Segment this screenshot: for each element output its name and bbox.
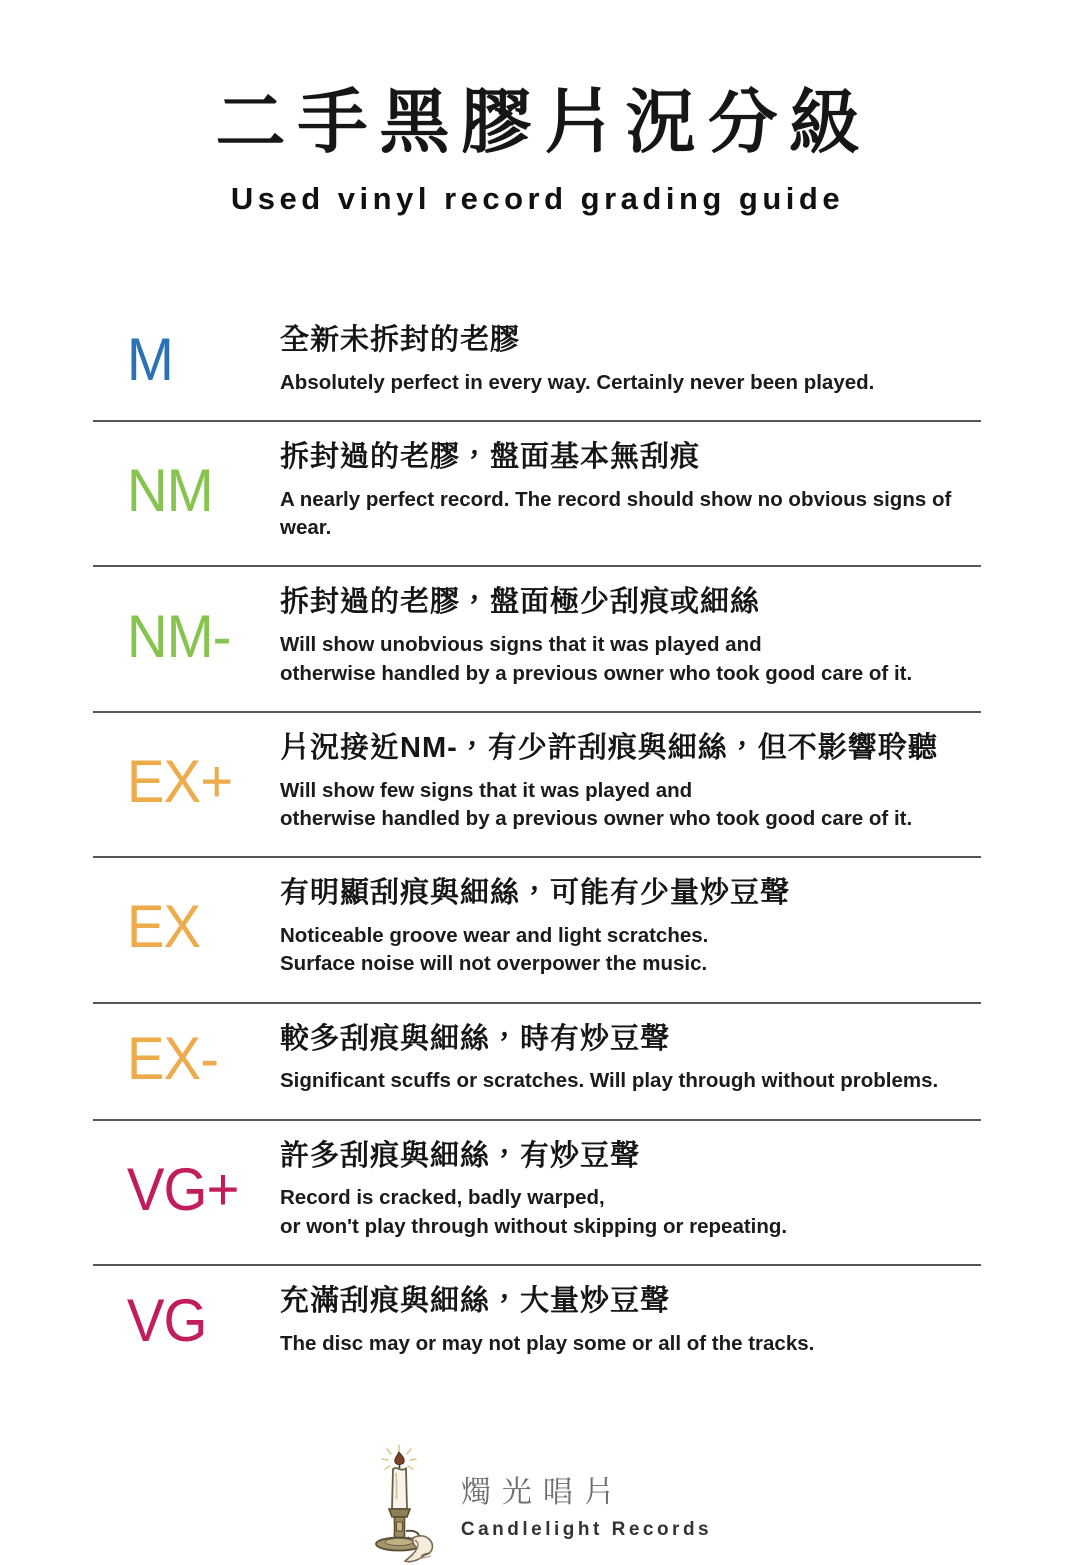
grade-text bbox=[280, 323, 981, 397]
grade-row bbox=[93, 858, 981, 1003]
grade-text bbox=[280, 1022, 981, 1096]
grade-text bbox=[280, 585, 981, 687]
page-subtitle: Used vinyl record grading guide bbox=[230, 181, 845, 216]
grade-description-line: Surface noise will not overpower the music. bbox=[280, 952, 708, 976]
grade-text bbox=[280, 876, 981, 978]
grade-code-label: M bbox=[126, 326, 173, 394]
grade-description-line: Record is cracked, badly warped, bbox=[280, 1186, 605, 1210]
grade-description-en bbox=[280, 922, 977, 979]
grade-description-line: Will show few signs that it was played and bbox=[280, 778, 693, 802]
grade-description-zh: 較多刮痕與細絲，時有炒豆聲 bbox=[280, 1022, 671, 1055]
brand-name-zh: 燭光唱片 bbox=[460, 1476, 625, 1510]
grade-description-line: Noticeable groove wear and light scratches. bbox=[280, 923, 709, 947]
grade-code-label: EX bbox=[126, 893, 201, 961]
grade-description-en bbox=[280, 1330, 977, 1358]
grade-text bbox=[280, 731, 981, 833]
grade-description-en bbox=[280, 369, 977, 397]
grade-row bbox=[93, 1004, 981, 1121]
grade-code-label: NM- bbox=[126, 602, 231, 670]
grade-description-line: otherwise handled by a previous owner who took good care of it. bbox=[280, 806, 913, 830]
grade-code-label: VG bbox=[126, 1286, 207, 1354]
brand-name-en: Candlelight Records bbox=[460, 1519, 713, 1541]
grade-description-en bbox=[280, 631, 977, 688]
grade-description-line: A nearly perfect record. The record should show no obvious signs of wear. bbox=[280, 487, 952, 540]
grading-table bbox=[93, 305, 981, 1381]
grade-code-label: VG+ bbox=[126, 1155, 239, 1223]
grade-text bbox=[280, 440, 981, 542]
page-title: 二手黑膠片況分級 bbox=[215, 83, 872, 161]
grade-row bbox=[93, 305, 981, 422]
grade-description-zh: 有明顯刮痕與細絲，可能有少量炒豆聲 bbox=[280, 877, 791, 910]
grade-description-line: Will show unobvious signs that it was played and bbox=[280, 633, 762, 657]
grade-description-line: Absolutely perfect in every way. Certainly never been played. bbox=[280, 370, 875, 394]
grade-description-zh: 許多刮痕與細絲，有炒豆聲 bbox=[280, 1139, 641, 1172]
brand-text bbox=[461, 1467, 712, 1541]
grade-row bbox=[93, 713, 981, 858]
candlelight-candle-icon bbox=[363, 1443, 441, 1565]
grade-description-en bbox=[280, 1184, 977, 1241]
grade-description-line: The disc may or may not play some or all of the tracks. bbox=[280, 1331, 815, 1355]
header bbox=[0, 0, 1075, 217]
grade-description-zh: 全新未拆封的老膠 bbox=[280, 324, 521, 356]
grade-description-line: otherwise handled by a previous owner who took good care of it. bbox=[280, 661, 913, 685]
grade-text bbox=[280, 1139, 981, 1241]
grade-row bbox=[93, 567, 981, 712]
grade-code-label: EX- bbox=[126, 1024, 219, 1092]
grade-row bbox=[93, 422, 981, 567]
grade-description-line: or won't play through without skipping or repeating. bbox=[280, 1214, 788, 1238]
grade-text bbox=[280, 1284, 981, 1358]
grade-code-label: EX+ bbox=[126, 747, 233, 815]
grade-description-zh: 充滿刮痕與細絲，大量炒豆聲 bbox=[280, 1284, 671, 1317]
grade-description-zh: 片況接近NM-，有少許刮痕與細絲，但不影響聆聽 bbox=[280, 731, 938, 764]
grade-code-label: NM bbox=[126, 457, 213, 525]
grade-row bbox=[93, 1266, 981, 1381]
grade-description-en bbox=[280, 777, 977, 834]
grade-description-en bbox=[280, 486, 977, 543]
grade-description-en bbox=[280, 1067, 977, 1095]
grade-description-line: Significant scuffs or scratches. Will play through without problems. bbox=[280, 1069, 939, 1093]
grade-description-zh: 拆封過的老膠，盤面基本無刮痕 bbox=[280, 441, 701, 474]
grade-row bbox=[93, 1121, 981, 1266]
grade-description-zh: 拆封過的老膠，盤面極少刮痕或細絲 bbox=[280, 586, 761, 619]
footer-brand bbox=[0, 1443, 1075, 1565]
